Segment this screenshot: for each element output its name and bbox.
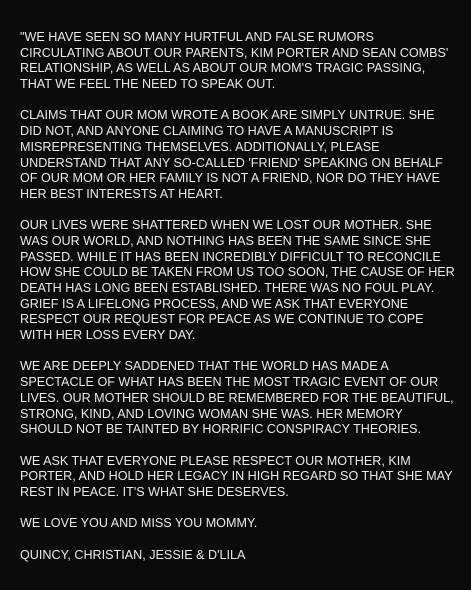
statement-closing-line: WE LOVE YOU AND MISS YOU MOMMY. xyxy=(20,516,258,531)
statement-paragraph-2: CLAIMS THAT OUR MOM WROTE A BOOK ARE SIMPLY UNTRUE. SHE DID NOT, AND ANYONE CLAIMING TO HAVE A MANUSCRIPT IS MISREPRESENTING THEMSELVES. ADDITIONALLY, PLEASE UNDERSTAND THAT ANY SO-CALLED 'FRIEND' SPEAKING ON BEHALF OF OUR MOM OR HER FAMILY IS NOT A FRIEND, NOR DO THEY HAVE HER BEST INTERESTS AT HEART. xyxy=(20,108,443,201)
statement-signature: QUINCY, CHRISTIAN, JESSIE & D'LILA xyxy=(20,547,246,562)
statement-paragraph-4: WE ARE DEEPLY SADDENED THAT THE WORLD HAS MADE A SPECTACLE OF WHAT HAS BEEN THE MOST TRAGIC EVENT OF OUR LIVES. OUR MOTHER SHOULD BE REMEMBERED FOR THE BEAUTIFUL, STRONG, KIND, AND LOVING WOMAN SHE WAS. HER MEMORY SHOULD NOT BE TAINTED BY HORRIFIC CONSPIRACY THEORIES. xyxy=(20,359,454,437)
statement-paragraph-1: "WE HAVE SEEN SO MANY HURTFUL AND FALSE RUMORS CIRCULATING ABOUT OUR PARENTS, KIM PORTER AND SEAN COMBS' RELATIONSHIP, AS WELL AS ABOUT OUR MOM'S TRAGIC PASSING, THAT WE FEEL THE NEED TO SPEAK OUT. xyxy=(20,30,449,92)
statement-paragraph-3: OUR LIVES WERE SHATTERED WHEN WE LOST OUR MOTHER. SHE WAS OUR WORLD, AND NOTHING HAS BEEN THE SAME SINCE SHE PASSED. WHILE IT HAS BEEN INCREDIBLY DIFFICULT TO RECONCILE HOW SHE COULD BE TAKEN FROM US TOO SOON, THE CAUSE OF HER DEATH HAS LONG BEEN ESTABLISHED. THERE WAS NO FOUL PLAY. GRIEF IS A LIFELONG PROCESS, AND WE ASK THAT EVERYONE RESPECT OUR REQUEST FOR PEACE AS WE CONTINUE TO COPE WITH HER LOSS EVERY DAY. xyxy=(20,218,455,343)
statement-paragraph-5: WE ASK THAT EVERYONE PLEASE RESPECT OUR MOTHER, KIM PORTER, AND HOLD HER LEGACY IN HIGH REGARD SO THAT SHE MAY REST IN PEACE. IT'S WHAT SHE DESERVES. xyxy=(20,453,453,499)
